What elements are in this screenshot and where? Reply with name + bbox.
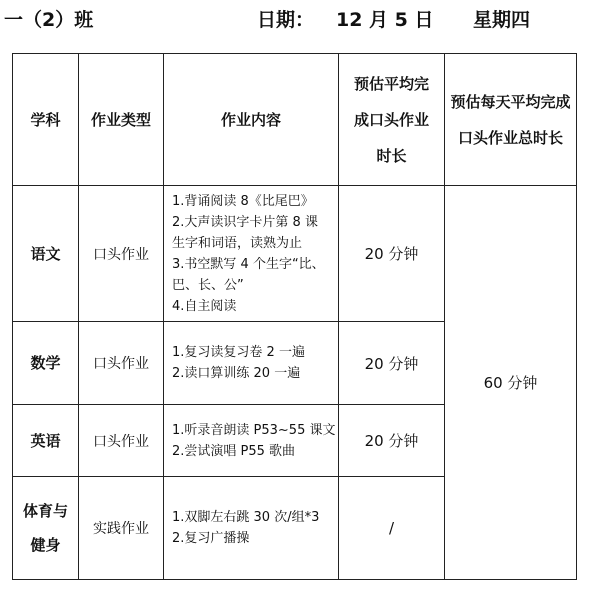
col-header-total (445, 54, 577, 186)
content-line: 2.大声读识字卡片第 8 课 (172, 214, 318, 230)
type-cell: 口头作业 (79, 322, 164, 405)
content-line: 2.复习广播操 (172, 531, 250, 546)
duration-cell: / (339, 477, 445, 580)
content-cell (164, 477, 339, 580)
table-header-row (13, 54, 577, 186)
content-line: 1.背诵阅读 8《比尾巴》 (172, 193, 314, 209)
content-line: 2.读口算训练 20 一遍 (172, 366, 301, 381)
content-line: 1.复习读复习卷 2 一遍 (172, 345, 305, 360)
type-cell: 实践作业 (79, 477, 164, 580)
content-line: 巴、长、公” (172, 277, 244, 293)
duration-cell: 20 分钟 (339, 322, 445, 405)
content-cell (164, 186, 339, 322)
type-cell: 口头作业 (79, 405, 164, 477)
content-line: 生字和词语，读熟为止 (172, 235, 303, 251)
subject-cell: 数学 (13, 322, 79, 405)
col-header-total-text: 预估每天平均完成口头作业总时长 (450, 92, 571, 147)
table-row (13, 186, 577, 322)
weekday: 星期四 (473, 9, 531, 31)
subject-cell: 英语 (13, 405, 79, 477)
subject-cell: 语文 (13, 186, 79, 322)
date-label: 日期： (257, 9, 315, 31)
date-value: 12 月 5 日 (336, 9, 434, 31)
content-cell (164, 322, 339, 405)
col-header-subject: 学科 (13, 54, 79, 186)
subject-cell (13, 477, 79, 580)
col-header-duration-text: 预估平均完成口头作业时长 (353, 74, 429, 165)
content-line: 3.书空默写 4 个生字“比、 (172, 256, 325, 272)
subject-text: 体育与健身 (22, 502, 68, 554)
content-line: 4.自主阅读 (172, 298, 237, 314)
duration-cell: 20 分钟 (339, 186, 445, 322)
homework-table (12, 53, 577, 580)
col-header-duration (339, 54, 445, 186)
content-line: 2.尝试演唱 P55 歌曲 (172, 443, 296, 459)
type-cell: 口头作业 (79, 186, 164, 322)
class-name: 一（2）班 (4, 9, 94, 31)
page-header (0, 6, 594, 36)
col-header-content: 作业内容 (164, 54, 339, 186)
content-cell (164, 405, 339, 477)
col-header-type: 作业类型 (79, 54, 164, 186)
content-line: 1.双脚左右跳 30 次/组*3 (172, 510, 320, 525)
duration-cell: 20 分钟 (339, 405, 445, 477)
total-duration-cell: 60 分钟 (445, 186, 577, 580)
content-line: 1.听录音朗读 P53~55 课文 (172, 422, 336, 438)
